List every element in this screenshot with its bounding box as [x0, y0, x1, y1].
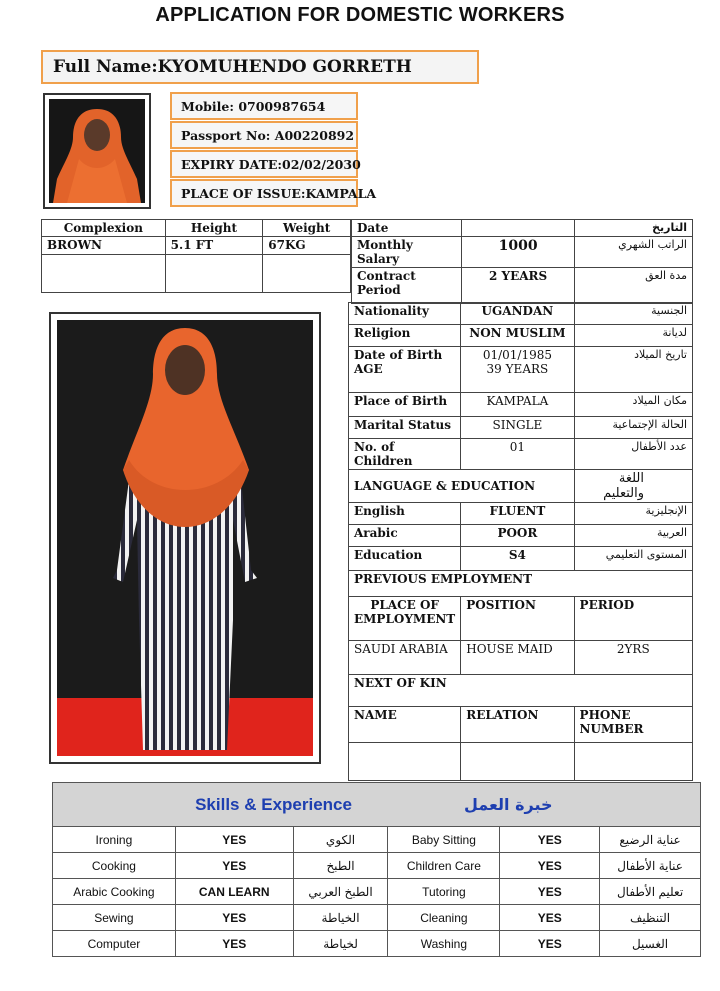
place-of-birth-arabic: مكان الميلاد [574, 393, 692, 417]
passport-field: Passport No: A00220892 [170, 121, 358, 149]
weight-value: 67KG [263, 237, 351, 255]
nationality-label: Nationality [349, 303, 461, 325]
skill-tutoring-arabic: تعليم الأطفال [600, 879, 701, 905]
employment-period-header: PERIOD [574, 597, 692, 641]
children-label: No. of Children [349, 439, 461, 470]
english-arabic: الإنجليزية [574, 503, 692, 525]
english-value: FLUENT [461, 503, 574, 525]
skill-sewing-value: YES [175, 905, 293, 931]
contract-table [351, 219, 693, 304]
skill-cleaning-arabic: التنظيف [600, 905, 701, 931]
arabic-arabic: العربية [574, 525, 692, 547]
kin-phone-header: PHONE NUMBER [574, 707, 692, 743]
skill-cleaning: Cleaning [388, 905, 500, 931]
employment-position-header: POSITION [461, 597, 574, 641]
skill-cooking-arabic: الطبخ [293, 853, 388, 879]
place-of-birth-label: Place of Birth [349, 393, 461, 417]
education-value: S4 [461, 547, 574, 571]
date-label: Date [352, 220, 462, 237]
skill-cleaning-value: YES [500, 905, 600, 931]
skill-computer-value: YES [175, 931, 293, 957]
religion-label: Religion [349, 325, 461, 347]
date-arabic: التاريخ [575, 220, 693, 237]
skill-children-care-arabic: عناية الأطفال [600, 853, 701, 879]
english-label: English [349, 503, 461, 525]
complexion-value: BROWN [42, 237, 166, 255]
skill-arabic-cooking: Arabic Cooking [53, 879, 176, 905]
dob-arabic: تاريخ الميلاد [574, 347, 692, 393]
skill-computer-arabic: لخياطة [293, 931, 388, 957]
kin-name-header: NAME [349, 707, 461, 743]
skill-arabic-cooking-arabic: الطبخ العربي [293, 879, 388, 905]
skill-cooking: Cooking [53, 853, 176, 879]
age-value: 39 YEARS [486, 362, 549, 376]
language-education-arabic: اللغة والتعليم [574, 470, 692, 503]
arabic-label: Arabic [349, 525, 461, 547]
skill-washing: Washing [388, 931, 500, 957]
height-value: 5.1 FT [165, 237, 263, 255]
contact-info [170, 92, 377, 208]
marital-status-arabic: الحالة الإجتماعية [574, 417, 692, 439]
contract-period-label: Contract Period [352, 268, 462, 304]
contract-period-arabic: مدة العق [575, 268, 693, 304]
salary-label: Monthly Salary [352, 237, 462, 268]
place-of-issue-field: PLACE OF ISSUE:KAMPALA [170, 179, 358, 207]
skill-baby-sitting-value: YES [500, 827, 600, 853]
full-body-photo [49, 312, 321, 764]
skill-sewing-arabic: الخياطة [293, 905, 388, 931]
complexion-header: Complexion [42, 220, 166, 237]
language-education-label: LANGUAGE & EDUCATION [349, 470, 575, 503]
dob-value: 01/01/1985 [482, 348, 552, 362]
education-arabic: المستوى التعليمي [574, 547, 692, 571]
education-label: Education [349, 547, 461, 571]
skills-title-arabic: خبرة العمل [463, 795, 553, 814]
skill-ironing: Ironing [53, 827, 176, 853]
page-title: APPLICATION FOR DOMESTIC WORKERS [155, 4, 565, 26]
marital-status-label: Marital Status [349, 417, 461, 439]
marital-status-value: SINGLE [461, 417, 574, 439]
contract-period-value: 2 YEARS [461, 268, 575, 304]
skill-sewing: Sewing [53, 905, 176, 931]
skill-washing-value: YES [500, 931, 600, 957]
nationality-arabic: الجنسية [574, 303, 692, 325]
skill-ironing-value: YES [175, 827, 293, 853]
weight-header: Weight [263, 220, 351, 237]
skill-washing-arabic: الغسيل [600, 931, 701, 957]
expiry-field: EXPIRY DATE:02/02/2030 [170, 150, 358, 178]
personal-details-table [348, 302, 693, 781]
children-value: 01 [461, 439, 574, 470]
religion-value: NON MUSLIM [461, 325, 574, 347]
skill-ironing-arabic: الكوي [293, 827, 388, 853]
arabic-value: POOR [461, 525, 574, 547]
employment-position-value: HOUSE MAID [461, 641, 574, 675]
age-label: AGE [354, 362, 383, 376]
nationality-value: UGANDAN [461, 303, 574, 325]
salary-arabic: الراتب الشهري [575, 237, 693, 268]
skill-baby-sitting-arabic: عناية الرضيع [600, 827, 701, 853]
height-header: Height [165, 220, 263, 237]
religion-arabic: لديانة [574, 325, 692, 347]
full-body-image-icon [57, 320, 313, 756]
dob-label: Date of Birth [354, 348, 443, 362]
portrait-image-icon [49, 99, 145, 203]
kin-relation-header: RELATION [461, 707, 574, 743]
employment-period-value: 2YRS [574, 641, 692, 675]
physical-table [41, 219, 351, 293]
skill-arabic-cooking-value: CAN LEARN [175, 879, 293, 905]
next-of-kin-label: NEXT OF KIN [349, 675, 693, 707]
skills-title: Skills & Experience [195, 794, 352, 814]
mobile-field: Mobile: 0700987654 [170, 92, 358, 120]
skills-table [52, 782, 701, 957]
skill-tutoring: Tutoring [388, 879, 500, 905]
full-name-field: Full Name:KYOMUHENDO GORRETH [41, 50, 479, 84]
skill-children-care-value: YES [500, 853, 600, 879]
employment-place-header: PLACE OF EMPLOYMENT [349, 597, 461, 641]
place-of-birth-value: KAMPALA [461, 393, 574, 417]
children-arabic: عدد الأطفال [574, 439, 692, 470]
skill-tutoring-value: YES [500, 879, 600, 905]
skill-cooking-value: YES [175, 853, 293, 879]
salary-value: 1000 [461, 237, 575, 268]
skill-computer: Computer [53, 931, 176, 957]
skill-children-care: Children Care [388, 853, 500, 879]
skill-baby-sitting: Baby Sitting [388, 827, 500, 853]
portrait-photo [43, 93, 151, 209]
employment-place-value: SAUDI ARABIA [349, 641, 461, 675]
previous-employment-label: PREVIOUS EMPLOYMENT [349, 571, 693, 597]
